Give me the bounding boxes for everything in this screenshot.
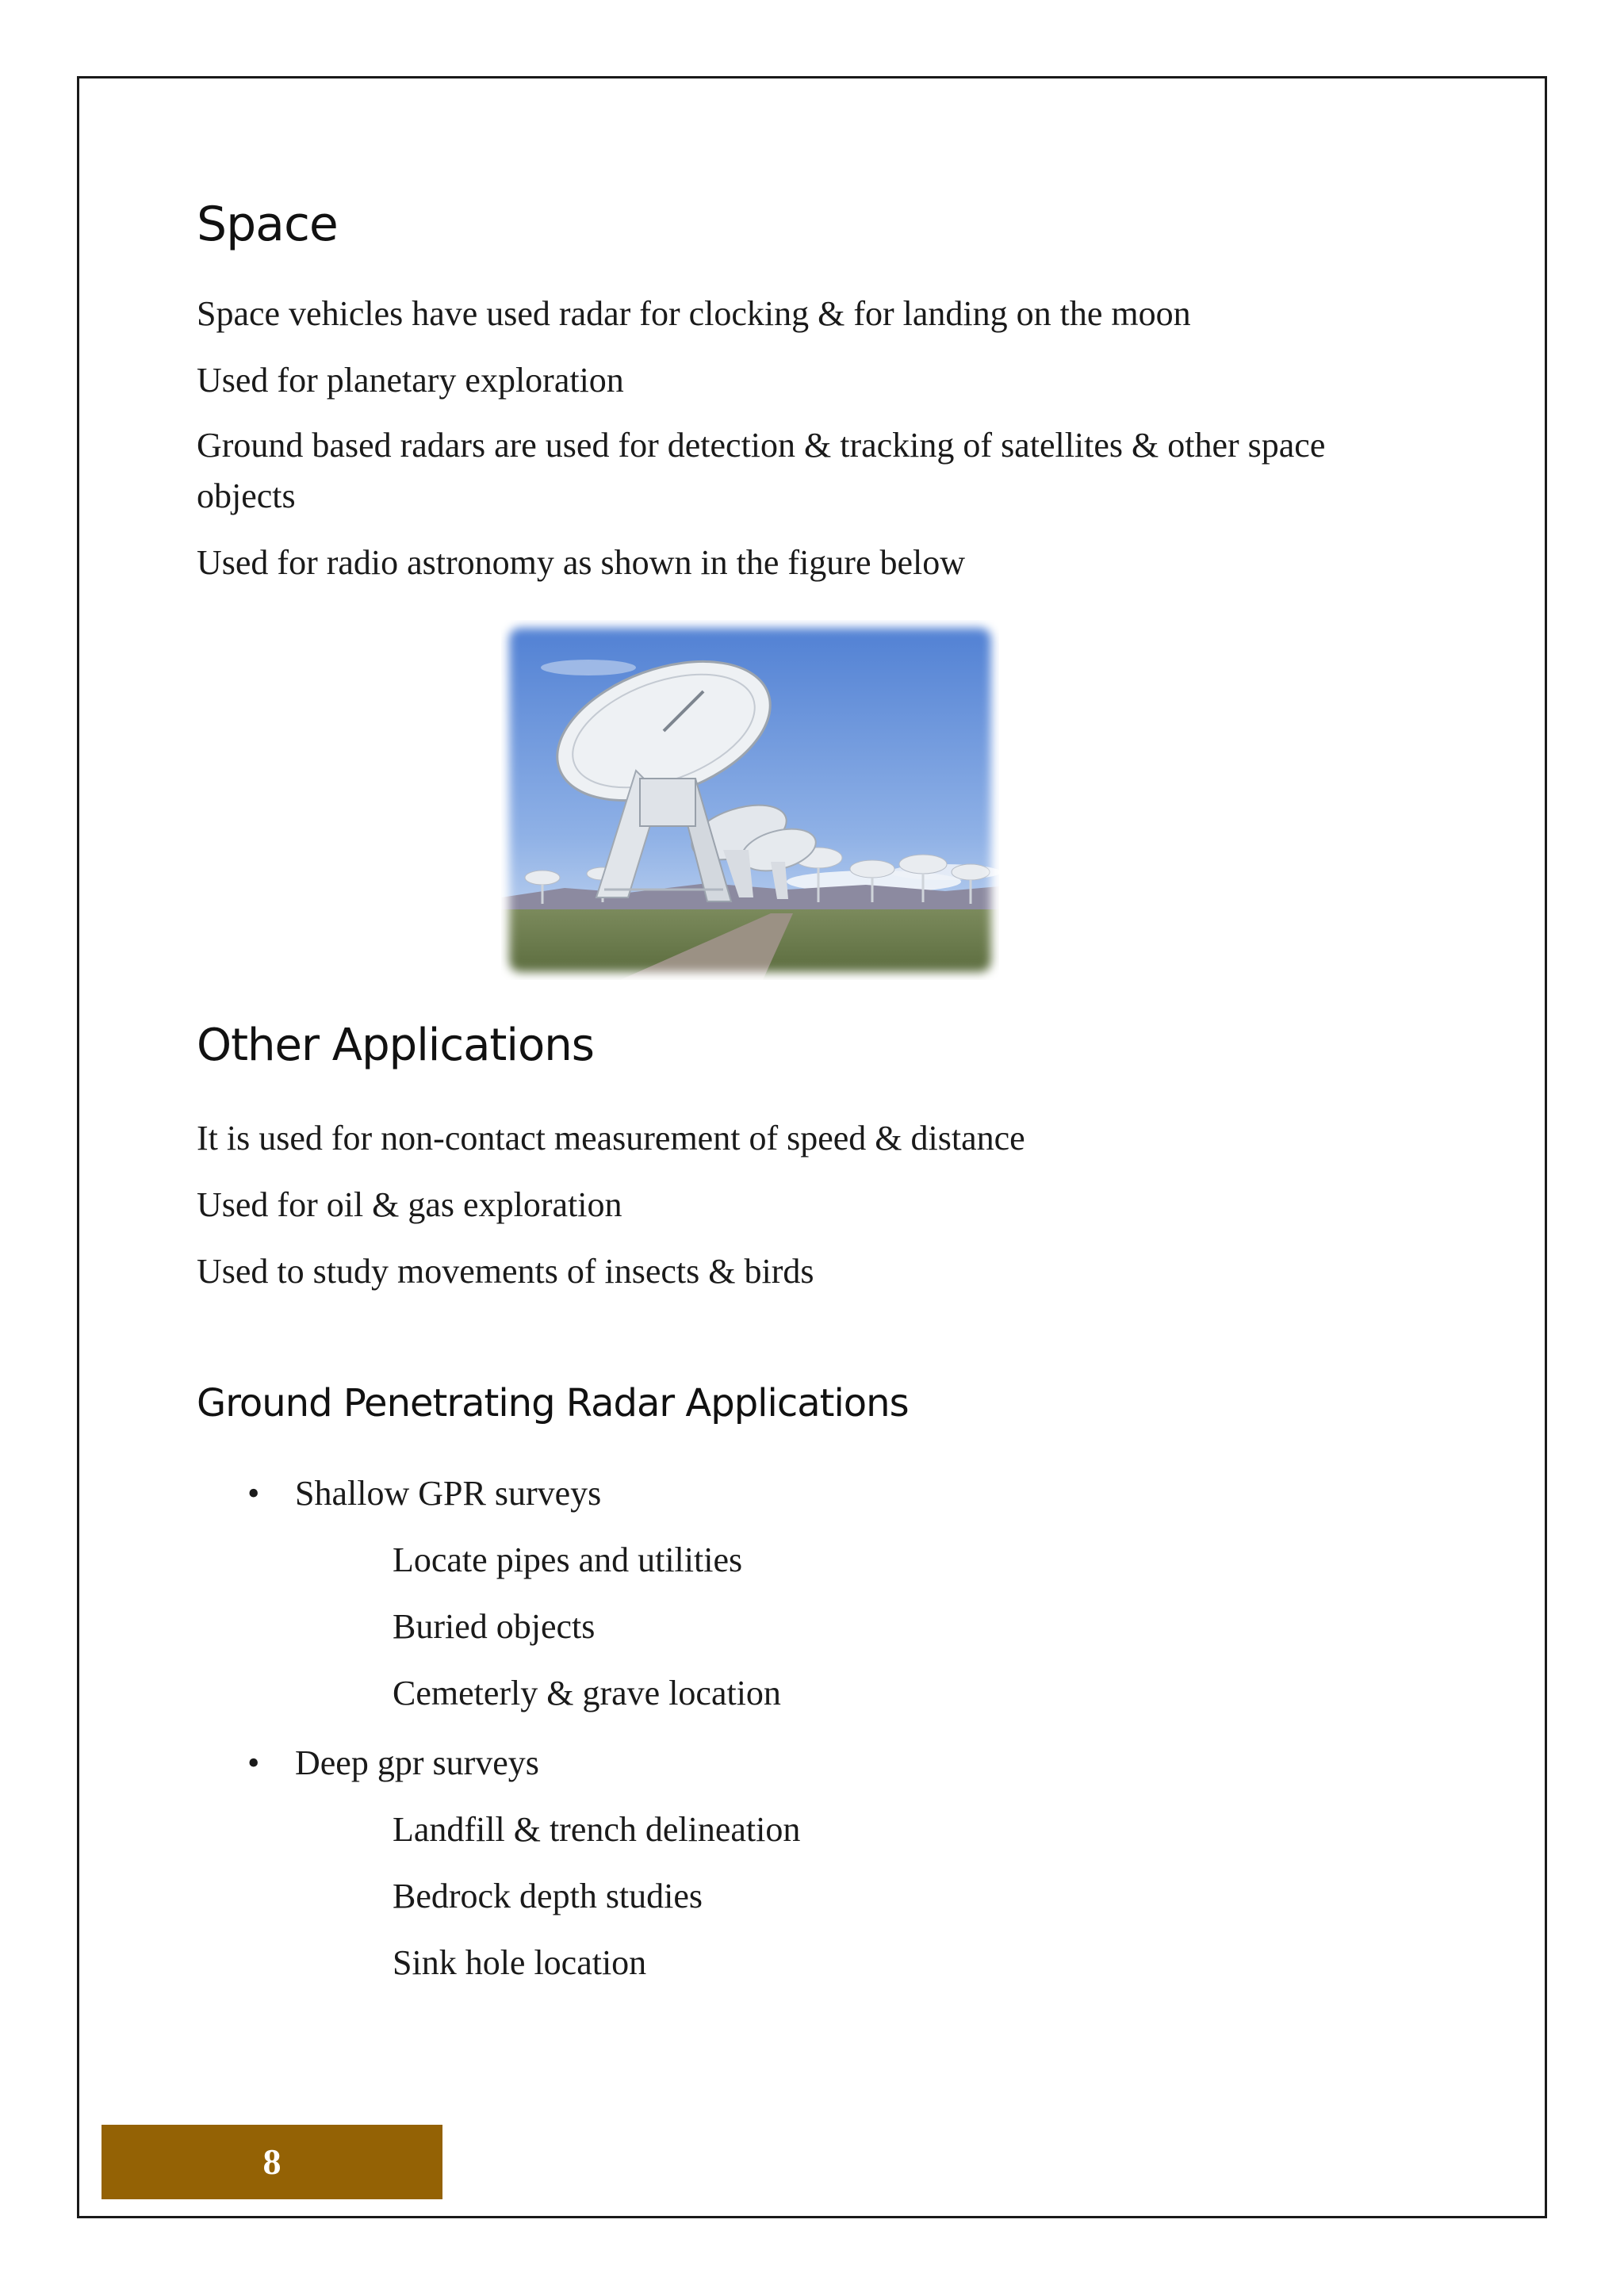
gpr-subitem: Sink hole location	[393, 1943, 647, 1982]
gpr-group-deep	[247, 1738, 539, 1789]
space-line-4: Used for radio astronomy as shown in the figure below	[197, 543, 966, 582]
other-line-1: It is used for non-contact measurement of speed & distance	[197, 1119, 1025, 1158]
space-line-1: Space vehicles have used radar for clocking & for landing on the moon	[197, 294, 1191, 333]
section-heading-gpr: Ground Penetrating Radar Applications	[197, 1381, 909, 1425]
gpr-group-label: Shallow GPR surveys	[295, 1474, 602, 1513]
page-number: 8	[262, 2141, 282, 2182]
space-line-2: Used for planetary exploration	[197, 361, 624, 400]
gpr-subitem: Buried objects	[393, 1607, 596, 1646]
gpr-subitem: Cemeterly & grave location	[393, 1674, 781, 1712]
gpr-subitem: Bedrock depth studies	[393, 1877, 703, 1915]
section-heading-other-applications: Other Applications	[197, 1020, 594, 1071]
space-line-3: Ground based radars are used for detection & tracking of satellites & other space objects	[197, 426, 1326, 515]
gpr-subitem: Locate pipes and utilities	[393, 1540, 743, 1579]
other-line-2: Used for oil & gas exploration	[197, 1185, 622, 1224]
bullet-icon: •	[247, 1743, 260, 1782]
section-heading-space: Space	[197, 197, 338, 252]
radio-telescope-photo	[501, 620, 999, 980]
other-line-3: Used to study movements of insects & birds	[197, 1252, 814, 1291]
gpr-group-label: Deep gpr surveys	[295, 1743, 539, 1782]
gpr-subitem: Landfill & trench delineation	[393, 1810, 801, 1849]
bullet-icon: •	[247, 1474, 260, 1513]
gpr-group-shallow	[247, 1468, 601, 1519]
